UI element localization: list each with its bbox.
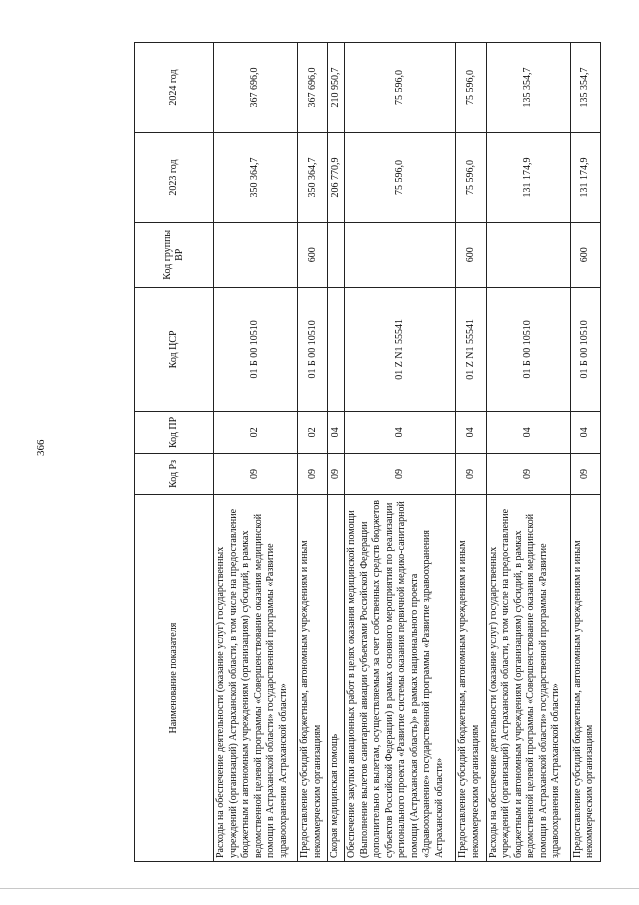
row-2023: 75 596,0 [456,133,486,223]
table-row [214,43,298,862]
header-2023: 2023 год [135,133,214,223]
row-csr: 01 Z N1 55541 [345,287,456,412]
row-rz: 09 [570,453,600,495]
row-rz: 09 [486,453,570,495]
row-2024: 75 596,0 [456,43,486,133]
table-row [456,43,486,862]
row-rz: 09 [214,453,298,495]
row-csr: 01 Б 00 10510 [214,287,298,412]
row-2023: 131 174,9 [486,133,570,223]
row-vr [345,222,456,287]
row-csr: 01 Б 00 10510 [570,287,600,412]
budget-table-container [134,42,601,862]
header-csr: Код ЦСР [135,287,214,412]
row-name: Предоставление субсидий бюджетным, автономным учреждениям и иным некоммерческим организациям [570,495,600,862]
header-pr: Код ПР [135,412,214,454]
table-row [570,43,600,862]
budget-table [134,42,601,862]
row-rz: 09 [328,453,345,495]
row-2024: 367 696,0 [214,43,298,133]
header-vr: Код группы ВР [135,222,214,287]
header-rz: Код Рз [135,453,214,495]
row-name: Предоставление субсидий бюджетным, автономным учреждениям и иным некоммерческим организациям [298,495,328,862]
row-pr: 04 [345,412,456,454]
row-pr: 04 [328,412,345,454]
row-2024: 135 354,7 [486,43,570,133]
row-2023: 350 364,7 [298,133,328,223]
row-2024: 367 696,0 [298,43,328,133]
row-2024: 75 596,0 [345,43,456,133]
row-pr: 04 [456,412,486,454]
row-name: Расходы на обеспечение деятельности (оказание услуг) государственных учреждений (организаций) Астраханской области, в том числе на предоставление бюджетным и автономным учреждениям (организациям) субсидий, в рамках ведомственной целевой программы «Совершенствование оказания медицинской помощи в Астраханской области» государственной программы «Развитие здравоохранения Астраханской области» [486,495,570,862]
row-2024: 135 354,7 [570,43,600,133]
table-row [298,43,328,862]
row-csr: 01 Б 00 10510 [486,287,570,412]
row-2024: 210 950,7 [328,43,345,133]
table-header [135,43,214,862]
header-2024: 2024 год [135,43,214,133]
row-2023: 75 596,0 [345,133,456,223]
row-rz: 09 [456,453,486,495]
row-name: Скорая медицинская помощь [328,495,345,862]
header-row [135,43,214,862]
row-pr: 02 [214,412,298,454]
row-vr [486,222,570,287]
row-pr: 02 [298,412,328,454]
row-pr: 04 [570,412,600,454]
row-csr: 01 Б 00 10510 [298,287,328,412]
bottom-divider [0,888,639,889]
table-body [214,43,601,862]
table-row [486,43,570,862]
row-vr [328,222,345,287]
row-csr [328,287,345,412]
row-vr: 600 [570,222,600,287]
header-name: Наименование показателя [135,495,214,862]
row-name: Обеспечение закупки авиационных работ в целях оказания медицинской помощи (Выполнение вылетов санитарной авиации субъектами Российской Федерации дополнительно к вылетам, осуществляемым за счет собственных средств бюджетов субъектов Российской Федерации) в рамках основного мероприятия по реализации регионального проекта «Развитие системы оказания первичной медико-санитарной помощи (Астраханская область)» в рамках национального проекта «Здравоохранение» государственной программы «Развитие здравоохранения Астраханской области» [345,495,456,862]
row-2023: 350 364,7 [214,133,298,223]
row-2023: 131 174,9 [570,133,600,223]
row-vr: 600 [456,222,486,287]
page-number: 366 [35,439,47,456]
row-name: Расходы на обеспечение деятельности (оказание услуг) государственных учреждений (организаций) Астраханской области, в том числе на предоставление бюджетным и автономным учреждениям (организациям) субсидий, в рамках ведомственной целевой программы «Совершенствование оказания медицинской помощи в Астраханской области» государственной программы «Развитие здравоохранения Астраханской области» [214,495,298,862]
table-row [345,43,456,862]
row-rz: 09 [345,453,456,495]
row-csr: 01 Z N1 55541 [456,287,486,412]
row-pr: 04 [486,412,570,454]
row-rz: 09 [298,453,328,495]
row-2023: 206 770,9 [328,133,345,223]
row-vr [214,222,298,287]
row-vr: 600 [298,222,328,287]
row-name: Предоставление субсидий бюджетным, автономным учреждениям и иным некоммерческим организациям [456,495,486,862]
table-row [328,43,345,862]
